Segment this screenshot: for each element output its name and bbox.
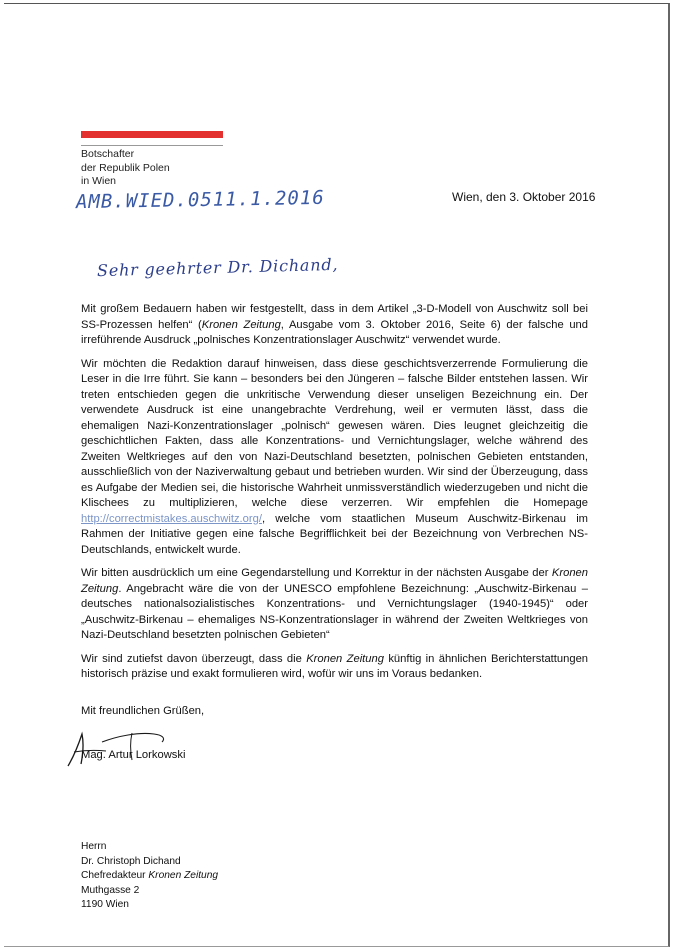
letterhead-line: der Republik Polen: [81, 161, 170, 174]
signature-icon: [62, 720, 172, 770]
letterhead-red-bar: [81, 131, 223, 138]
letter-date: Wien, den 3. Oktober 2016: [452, 190, 596, 204]
recipient-line: Chefredakteur Kronen Zeitung: [81, 870, 219, 881]
signer-name: Mag. Artur Lorkowski: [81, 749, 186, 761]
newspaper-name: Kronen Zeitung: [201, 318, 281, 331]
homepage-link[interactable]: http://correctmistakes.auschwitz.org/: [81, 512, 262, 525]
recipient-line: Herrn: [81, 841, 107, 852]
letterhead-line: in Wien: [81, 175, 117, 187]
letter-body: [81, 302, 588, 691]
newspaper-name: Kronen Zeitung: [81, 567, 588, 595]
handwritten-reference-number: AMB.WIED.0511.1.2016: [75, 186, 325, 214]
paragraph-1: Mit großem Bedauern haben wir festgestellt, dass in dem Artikel „3-D-Modell von Auschwitz soll bei SS-Prozessen helfen“ (Kronen Zeitung, Ausgabe vom 3. Oktober 2016, Seite 6) der falsche und irreführende Ausdruck „polnisches Konzentrationslager Auschwitz“ verwendet wurde.: [81, 303, 588, 346]
recipient-line: Muthgasse 2: [81, 884, 140, 896]
letterhead: [81, 148, 170, 189]
paragraph-3: Wir bitten ausdrücklich um eine Gegendarstellung und Korrektur in der nächsten Ausgabe der Kronen Zeitung. Angebracht wäre die von der UNESCO empfohlene Bezeichnung: „Auschwitz-Birkenau – deutsches nationalsozialistisches Konzentrations- und Vernichtungslager (1940-1945)“ oder „Auschwitz-Birkenau – ehemaliges NS-Konzentrationslager in während der Zweiten Weltkrieges von Nazi-Deutschland besetzten polnischen Gebieten“: [81, 567, 588, 641]
letterhead-divider: [81, 145, 223, 146]
paragraph-4: Wir sind zutiefst davon überzeugt, dass die Kronen Zeitung künftig in ähnlichen Berichterstattungen historisch präzise und exakt formulieren wird, wofür wir uns im Voraus bedanken.: [81, 652, 589, 680]
recipient-address: [81, 840, 218, 913]
paragraph-2: Wir möchten die Redaktion darauf hinweisen, dass diese geschichtsverzerrende Formulierung die Leser in die Irre führt. Sie kann – besonders bei den Jüngeren – falsche Bilder entstehen lassen. Wir treten entschieden gegen die unkritische Verwendung dieser unseligen Bezeichnung ein. Der verwendete Ausdruck ist eine unangebrachte Verdrehung, weil er vermuten lässt, dass die ehemaligen Nazi-Konzentrationslager „polnisch“ gewesen wären. Dies leugnet gleichzeitig die geschichtlichen Fakten, dass alle Konzentrations- und Vernichtungslager, welche während des Zweiten Weltkrieges auf den von Nazi-Deutschland besetzten, polnischen Gebieten entstanden, ausschließlich von der Naziverwaltung gebaut und betrieben wurden. Wir sind der Überzeugung, dass es Aufgabe der Medien sei, die historische Wahrheit unmissverständlich wiederzugeben und nicht die Klischees zu multiplizieren, welche diese verzerren. Wir empfehlen die Homepage http://correctmistakes.auschwitz.org/, welche vom staatlichen Museum Auschwitz-Birkenau im Rahmen der Initiative gegen eine falsche Begrifflichkeit bei der Bezeichnung von Verbrechen NS-Deutschlands, entwickelt wurde.: [81, 357, 588, 556]
recipient-line: Dr. Christoph Dichand: [81, 855, 181, 867]
recipient-line: 1190 Wien: [81, 899, 129, 910]
closing: Mit freundlichen Grüßen,: [81, 705, 205, 717]
letterhead-line: Botschafter: [81, 148, 135, 160]
handwritten-salutation: Sehr geehrter Dr. Dichand,: [96, 254, 339, 281]
newspaper-name: Kronen Zeitung: [306, 652, 384, 665]
